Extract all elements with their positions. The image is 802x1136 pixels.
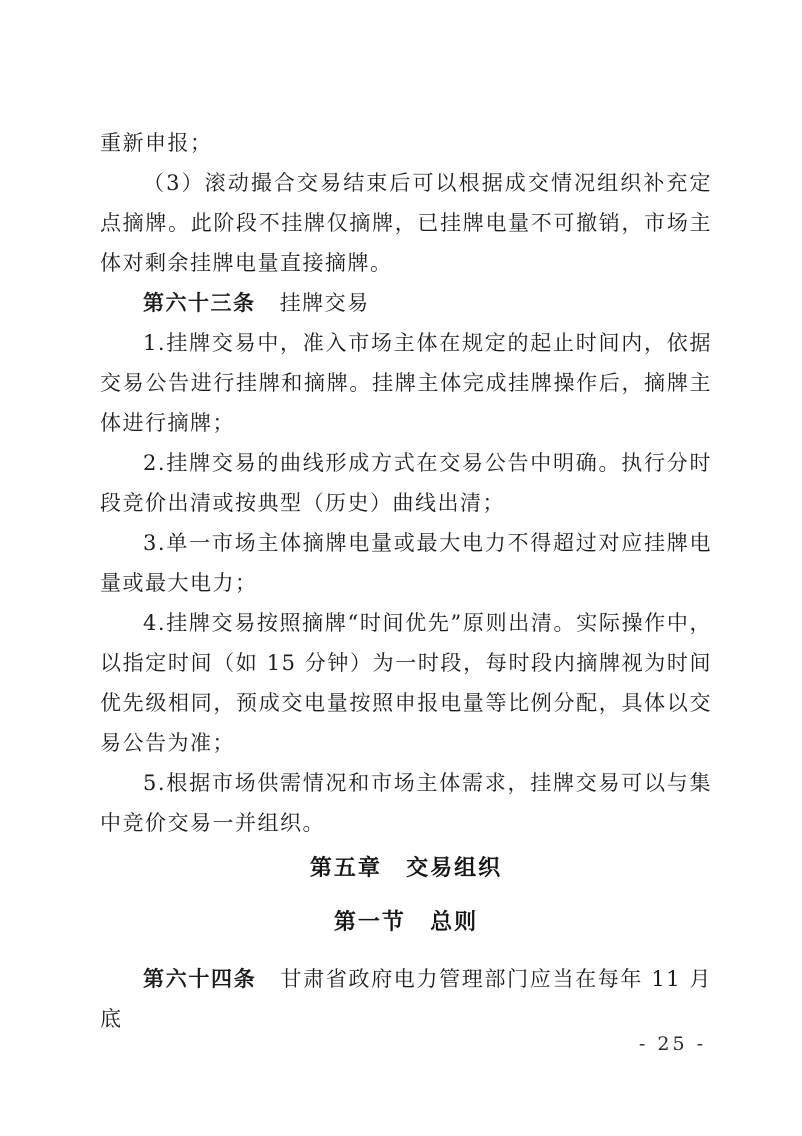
section-1-heading [100,903,712,943]
page-content [100,123,712,1039]
paragraph-clause-4: 4.挂牌交易按照摘牌“时间优先”原则出清。实际操作中，以指定时间（如 15 分钟）为一时段，每时段内摘牌视为时间优先级相同，预成交电量按照申报电量等比例分配，具体以交易公告为准； [100,611,712,755]
paragraph-continuation: 重新申报； [100,131,213,155]
chapter-5-heading [100,849,712,889]
article-64-label: 第六十四条 [143,966,257,991]
page-number: - 25 - [638,1033,706,1055]
paragraph-clause-3: 3.单一市场主体摘牌电量或最大电力不得超过对应挂牌电量或最大电力； [100,531,712,595]
paragraph-clause-5: 5.根据市场供需情况和市场主体需求，挂牌交易可以与集中竞价交易一并组织。 [100,771,712,835]
section-1-title: 总则 [430,910,479,935]
article-64-text: 甘肃省政府电力管理部门应当在每年 11 月底 [100,967,712,1031]
article-63-title: 挂牌交易 [279,291,370,315]
article-64-opening [100,959,712,1039]
section-1-number: 第一节 [333,910,406,935]
paragraph-clause-2: 2.挂牌交易的曲线形成方式在交易公告中明确。执行分时段竞价出清或按典型（历史）曲线出清； [100,451,712,515]
chapter-5-number: 第五章 [309,856,382,881]
article-63-heading [100,283,712,323]
paragraph-item-3: （3）滚动撮合交易结束后可以根据成交情况组织补充定点摘牌。此阶段不挂牌仅摘牌，已挂牌电量不可撤销，市场主体对剩余挂牌电量直接摘牌。 [100,171,712,275]
article-63-label: 第六十三条 [143,290,256,315]
chapter-5-title: 交易组织 [406,856,503,881]
paragraph-clause-1: 1.挂牌交易中，准入市场主体在规定的起止时间内，依据交易公告进行挂牌和摘牌。挂牌主体完成挂牌操作后，摘牌主体进行摘牌； [100,331,712,435]
